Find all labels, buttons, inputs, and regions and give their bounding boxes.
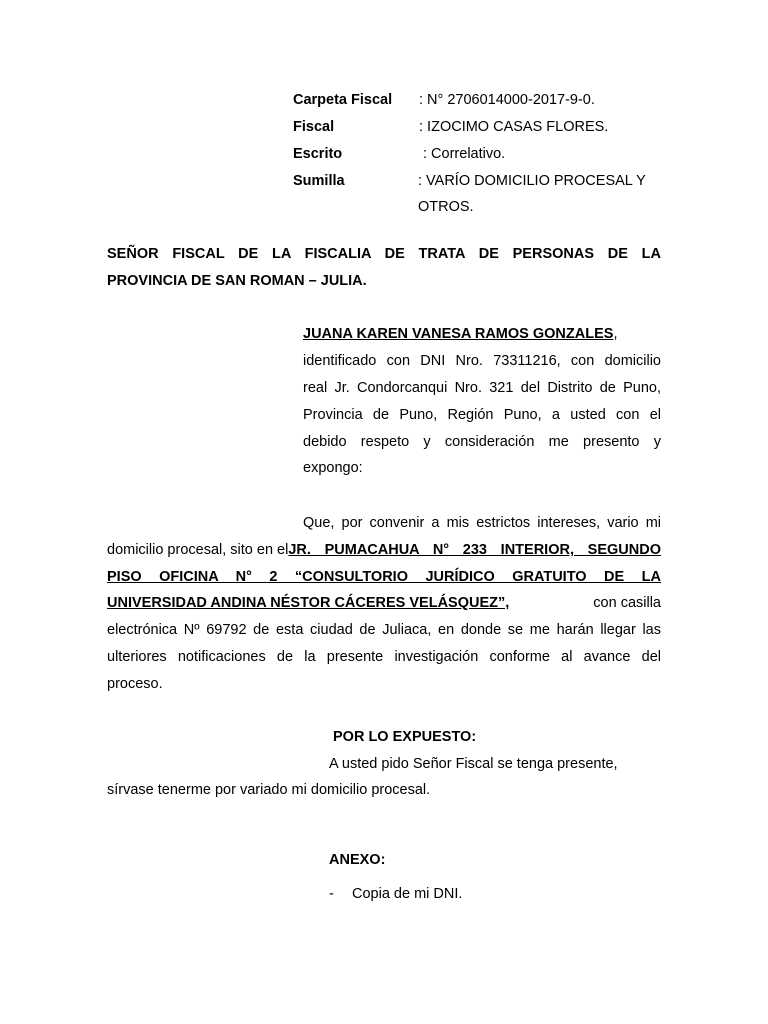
intro-line-4: debido respeto y consideración me presento y [303, 434, 661, 450]
header-label-sumilla: Sumilla [293, 173, 345, 189]
closing-heading: POR LO EXPUESTO: [333, 729, 477, 745]
intro-line-1: identificado con DNI Nro. 73311216, con domicilio [303, 353, 661, 369]
closing-line-1: A usted pido Señor Fiscal se tenga presente, [329, 756, 618, 772]
annex-bullet: - [329, 886, 334, 902]
petitioner-name-comma: , [613, 326, 618, 342]
intro-line-5: expongo: [303, 460, 363, 476]
addressee-line-1: SEÑOR FISCAL DE LA FISCALIA DE TRATA DE PERSONAS DE LA [107, 246, 661, 262]
addressee-line-2: PROVINCIA DE SAN ROMAN – JULIA. [107, 273, 367, 289]
body-line-5: electrónica Nº 69792 de esta ciudad de Juliaca, en donde se me harán llegar las [107, 622, 661, 638]
intro-line-2: real Jr. Condorcanqui Nro. 321 del Distrito de Puno, [303, 380, 661, 396]
petitioner-name-line [303, 326, 617, 342]
body-line-6: ulteriores notificaciones de la presente investigación conforme al avance del [107, 649, 661, 665]
address-part-1: JR. PUMACAHUA N° 233 INTERIOR, SEGUNDO [288, 542, 661, 558]
body-line-2 [107, 542, 661, 558]
body-line-7: proceso. [107, 676, 163, 692]
petitioner-name: JUANA KAREN VANESA RAMOS GONZALES [303, 326, 614, 342]
intro-line-3: Provincia de Puno, Región Puno, a usted con el [303, 407, 661, 423]
body-line-1: Que, por convenir a mis estrictos intereses, vario mi [303, 515, 661, 531]
address-part-2: PISO OFICINA N° 2 “CONSULTORIO JURÍDICO GRATUITO DE LA [107, 569, 661, 585]
header-value-fiscal: : IZOCIMO CASAS FLORES. [419, 119, 609, 135]
header-value-sumilla-cont: OTROS. [418, 199, 474, 215]
body-line-4-rest: con casilla [593, 595, 661, 611]
annex-heading: ANEXO: [329, 852, 386, 868]
closing-line-2: sírvase tenerme por variado mi domicilio procesal. [107, 782, 431, 798]
header-value-escrito: : Correlativo. [423, 146, 506, 162]
annex-item: Copia de mi DNI. [352, 886, 463, 902]
header-value-sumilla: : VARÍO DOMICILIO PROCESAL Y [418, 173, 646, 189]
header-label-carpeta: Carpeta Fiscal [293, 92, 393, 108]
header-label-fiscal: Fiscal [293, 119, 335, 135]
body-line-4 [107, 595, 661, 611]
address-part-3: UNIVERSIDAD ANDINA NÉSTOR CÁCERES VELÁSQUEZ”, [107, 595, 510, 611]
body-line-2-text: domicilio procesal, sito en el [107, 542, 289, 558]
header-label-escrito: Escrito [293, 146, 343, 162]
header-value-carpeta: : N° 2706014000-2017-9-0. [419, 92, 595, 108]
